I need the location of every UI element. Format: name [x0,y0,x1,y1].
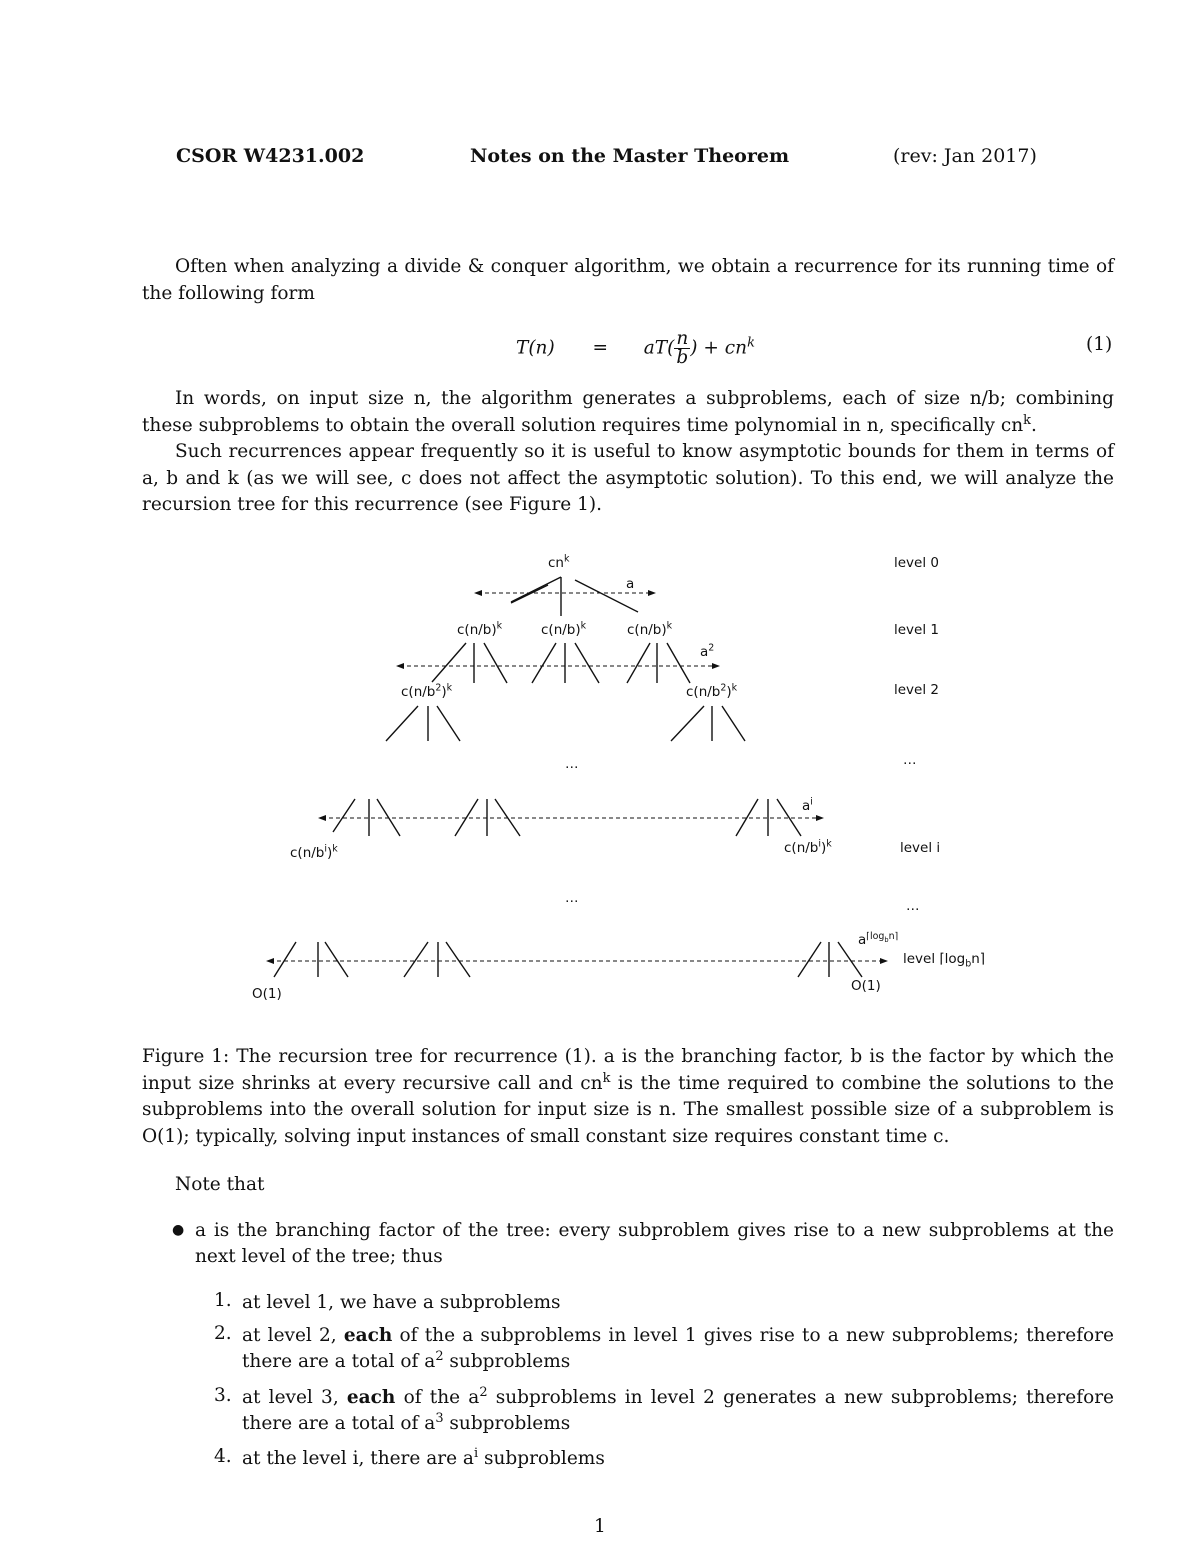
tree-dots-2: … [565,890,579,906]
level-dots-1: … [903,752,917,768]
branching-alog-label: $a^{⌈log_bn⌉}$ [858,930,899,948]
bullet-dot: ● [172,1222,185,1238]
branching-ai-label: $a^i$ [802,796,813,814]
level-1-label: level 1 [894,622,939,638]
leaf-right: O(1) [851,978,881,994]
recurrence-paragraph: Such recurrences appear frequently so it is useful to know asymptotic bounds for them in terms of a, b and k (as we will see, c does not affect the asymptotic solution). To this end, we will analyze the recursion tree for this recurrence (see Figure 1). [142,441,1114,515]
bullet-branching: a is the branching factor of the tree: every subproblem gives rise to a new subproblems at the next level of the tree; thus [195,1220,1114,1267]
branching-a-label: a [626,576,635,592]
leveli-node-left: $c(n/b^i)^k$ [290,843,338,861]
level-0-label: level 0 [894,555,939,571]
intro-paragraph: Often when analyzing a divide & conquer algorithm, we obtain a recurrence for its running time of the following form [142,256,1114,304]
note-that: Note that [175,1174,265,1195]
item-1-text: at level 1, we have a subproblems [242,1292,561,1313]
page-title: Notes on the Master Theorem [470,145,790,167]
level1-node-1: $c(n/b)^k$ [457,620,503,638]
level2-node-left: $c(n/b^2)^k$ [401,682,453,700]
level-i-label: level i [900,840,941,856]
leaf-left: O(1) [252,986,282,1002]
item-3-text: at level 3, each of the $a^2$ subproblems in level 2 generates a new subproblems; therefore there are a total of $a^3$ subproblems [242,1384,1114,1434]
level-last-label: level $⌈\log_bn⌉$ [903,951,986,970]
eq-denominator: b [676,347,689,368]
words-text: In words, on input size n, the algorithm generates a subproblems, each of size n/b; combining these subproblems to obtain the overall solution requires time polynomial in n, specifically cn [142,388,1114,436]
course-code: CSOR W4231.002 [176,145,365,167]
level-2-label: level 2 [894,682,939,698]
leveli-node-right: $c(n/b^i)^k$ [784,838,832,856]
level-dots-2: … [906,898,920,914]
item-2-number: 2. [214,1323,232,1344]
item-2-text: at level 2, each of the a subproblems in level 1 gives rise to a new subproblems; therefore there are a total of $a^2$ subproblems [242,1325,1114,1372]
page-number: 1 [594,1516,606,1537]
eq-lhs: T(n) [516,337,555,359]
branching-a2-label: $a^2$ [700,642,715,660]
eq-a-term: aT( [643,337,675,359]
words-end: . [1031,414,1037,436]
eq-numerator: n [676,328,689,349]
equation-label: (1) [1086,334,1113,355]
eq-exponent: k [747,335,755,351]
item-4-text: at the level i, there are $a^i$ subproblems [242,1445,605,1469]
level1-node-2: $c(n/b)^k$ [541,620,587,638]
eq-rest: ) + cn [690,337,748,359]
eq-equals: = [592,337,608,359]
tree-dots-1: … [565,756,579,772]
level1-node-3: $c(n/b)^k$ [627,620,673,638]
root-node-label: $cn^k$ [548,553,570,571]
words-exp: k [1023,412,1031,428]
item-3-number: 3. [214,1385,232,1406]
revision-date: (rev: Jan 2017) [893,145,1037,167]
item-1-number: 1. [214,1290,232,1311]
level2-node-right: $c(n/b^2)^k$ [686,682,738,700]
figure-caption: Figure 1: The recursion tree for recurrence (1). a is the branching factor, b is the factor by which the input size shrinks at every recursive call and $cn^k$ is the time required to combine the solutions to the subproblems into the overall solution for input size is n. The smallest possible size of a subproblem is O(1); typically, solving input instances of small constant size requires constant time c. [142,1046,1114,1147]
item-4-number: 4. [214,1446,232,1467]
